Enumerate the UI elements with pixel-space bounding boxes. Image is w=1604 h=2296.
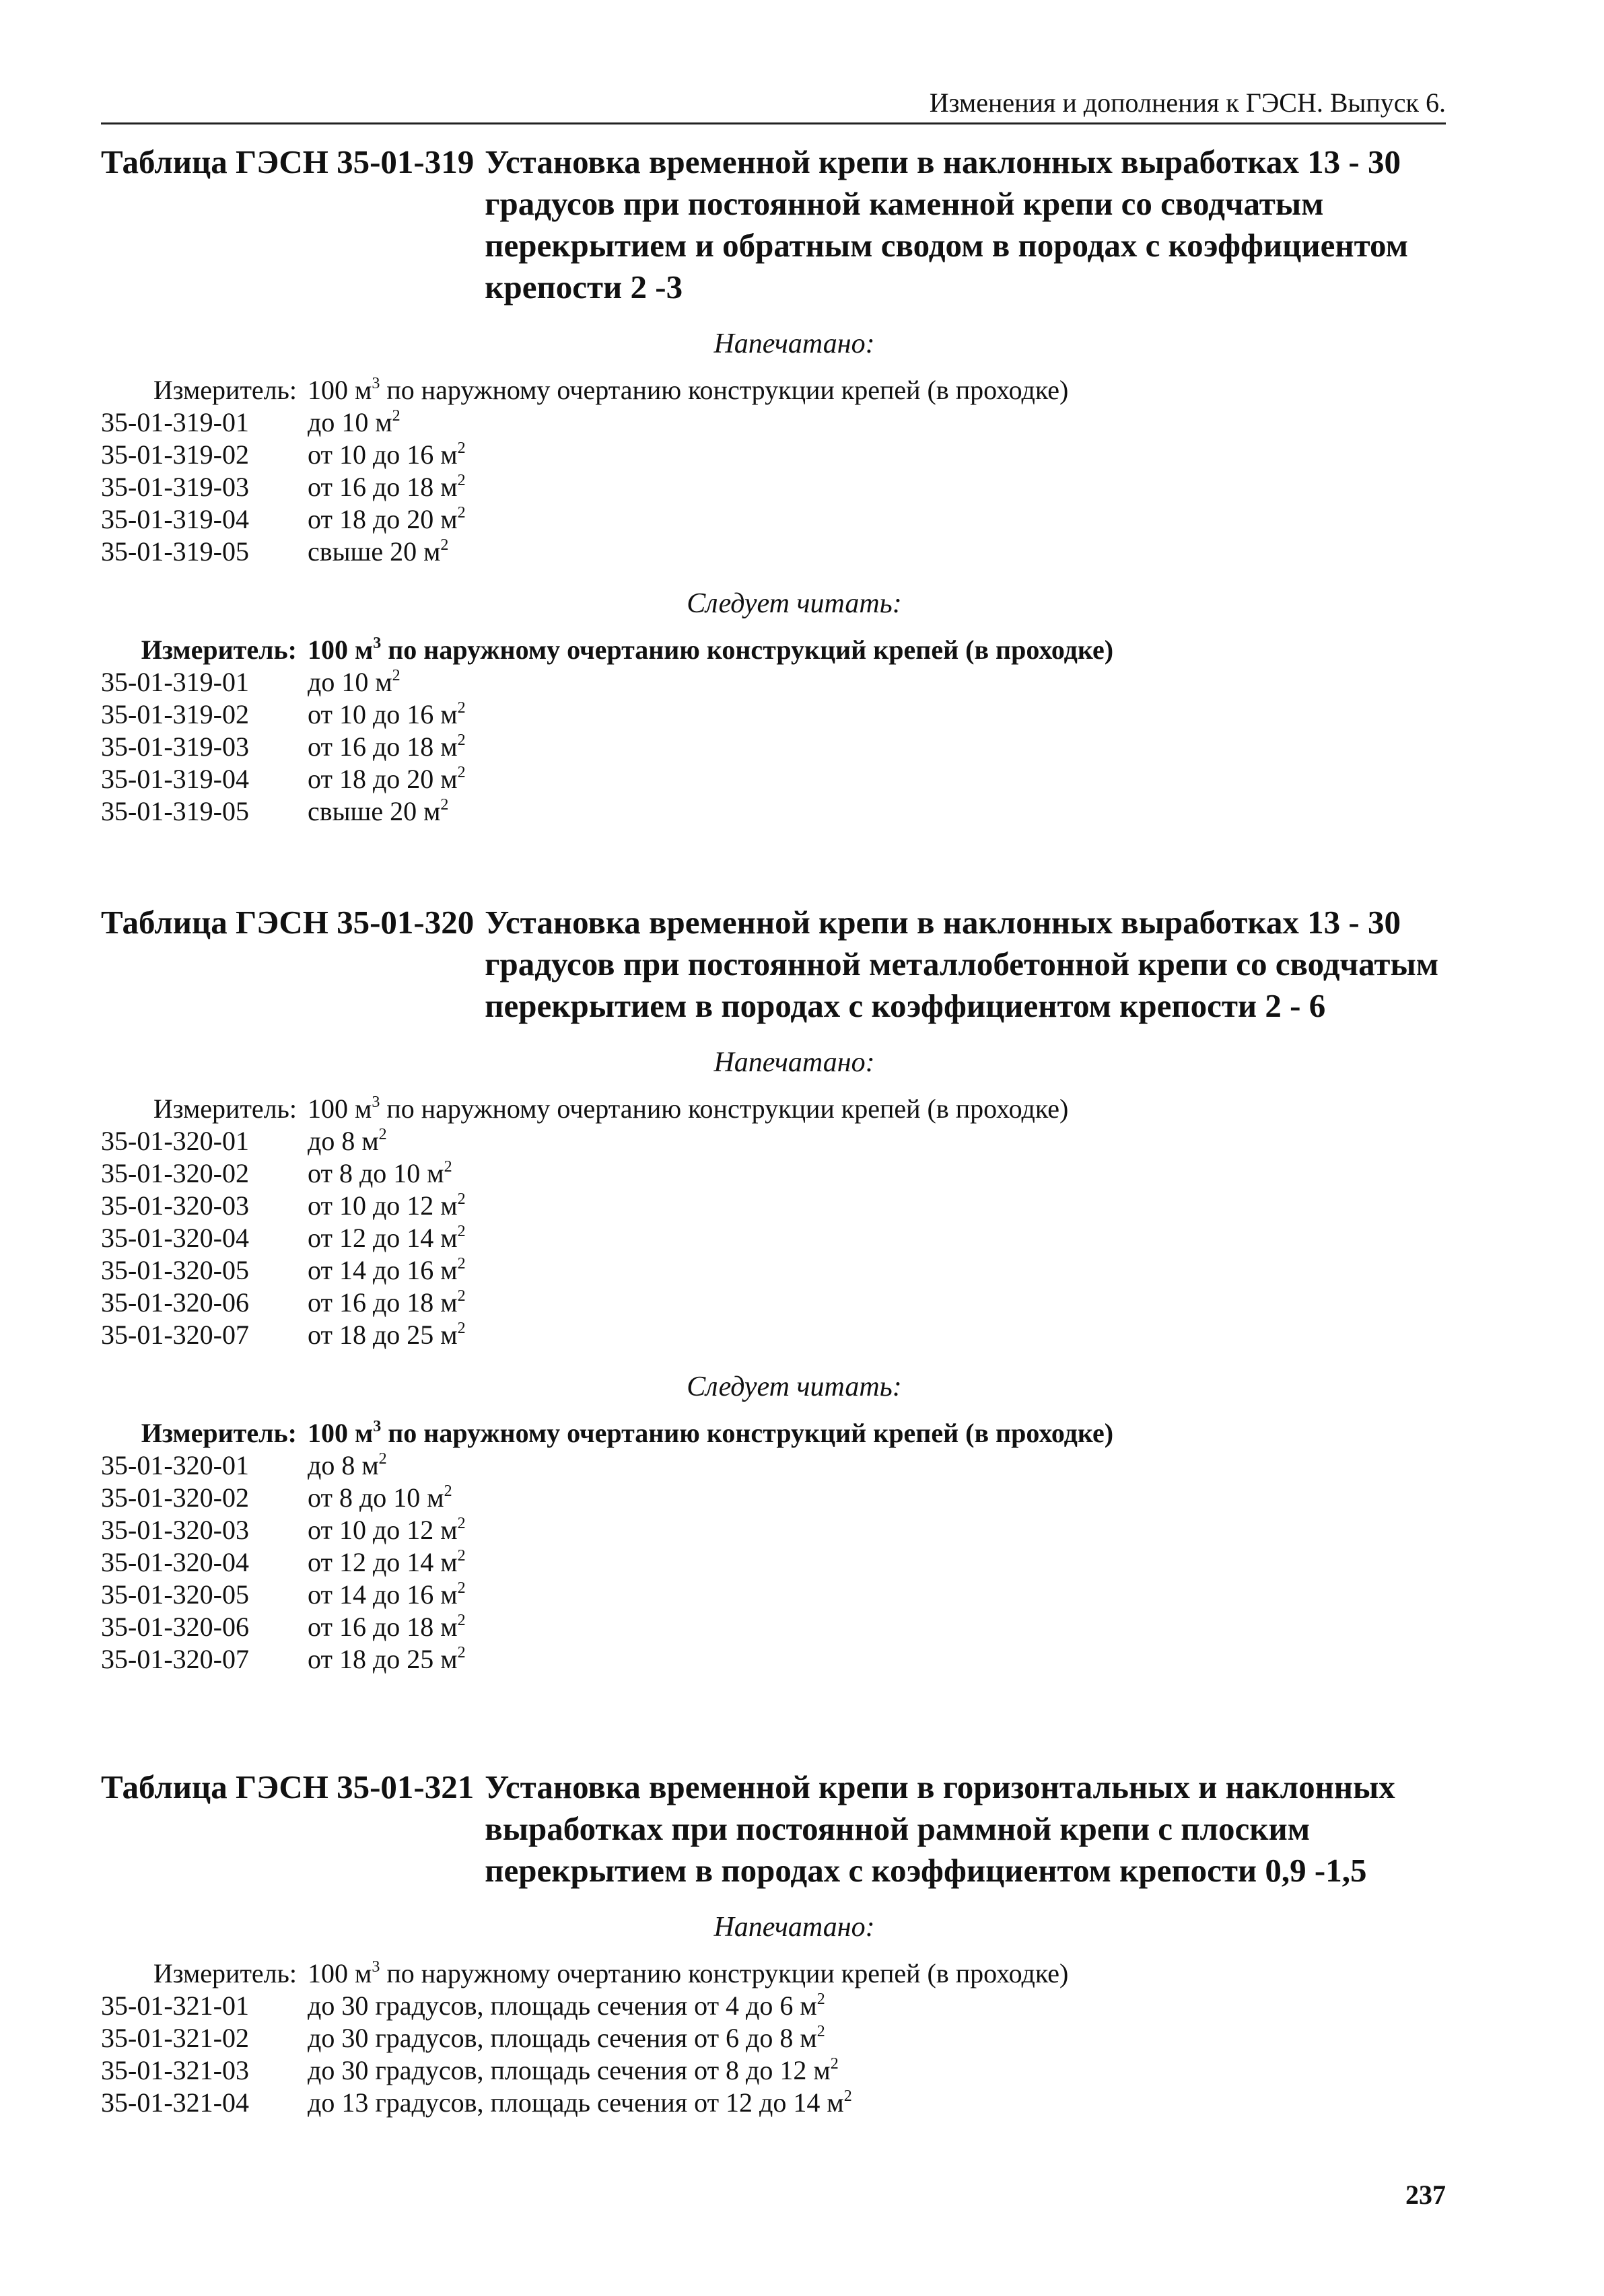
- measure-row: [101, 1093, 1447, 1125]
- list-item: 35-01-319-03 от 16 до 18 $м^2$: [101, 731, 466, 762]
- read-rows: [101, 666, 1447, 828]
- list-item: 35-01-320-06 от 16 до 18 $м^2$: [101, 1287, 466, 1318]
- table-heading: [101, 902, 1447, 1027]
- list-item: 35-01-320-05 от 14 до 16 $м^2$: [101, 1254, 466, 1285]
- measure-label: Измеритель:: [153, 375, 297, 405]
- measure-row: [101, 1417, 1447, 1449]
- measure-value: 100 $м^3$ по наружному очертанию конструкций крепей (в проходке): [308, 634, 1114, 665]
- list-item: 35-01-321-02 до 30 градусов, площадь сечения от 6 до 8 $м^2$: [101, 2022, 825, 2053]
- list-item: 35-01-320-03 от 10 до 12 $м^2$: [101, 1190, 466, 1221]
- list-item: 35-01-320-02 от 8 до 10 $м^2$: [101, 1157, 452, 1188]
- list-item: 35-01-319-04 от 18 до 20 $м^2$: [101, 763, 466, 794]
- list-item: 35-01-319-05 свыше 20 $м^2$: [101, 536, 449, 567]
- measure-row: [101, 374, 1447, 406]
- table-title: Установка временной крепи в наклонных выработках 13 - 30 градусов при постоянной металлобетонной крепи со сводчатым перекрытием в породах с коэффициентом крепости 2 - 6: [485, 904, 1439, 1024]
- list-item: 35-01-320-02 от 8 до 10 $м^2$: [101, 1482, 452, 1513]
- table-code: Таблица ГЭСН 35-01-320: [101, 904, 475, 941]
- list-item: 35-01-320-07 от 18 до 25 $м^2$: [101, 1643, 466, 1674]
- printed-block: [101, 1093, 1447, 1351]
- list-item: 35-01-320-06 от 16 до 18 $м^2$: [101, 1611, 466, 1642]
- table-title: Установка временной крепи в горизонтальных и наклонных выработках при постоянной раммной крепи с плоским перекрытием в породах с коэффициентом крепости 0,9 -1,5: [485, 1768, 1395, 1889]
- list-item: 35-01-320-01 до 8 $м^2$: [101, 1125, 387, 1156]
- measure-label: Измеритель:: [141, 1418, 297, 1448]
- list-item: 35-01-319-01 до 10 $м^2$: [101, 406, 400, 437]
- read-block: [101, 634, 1447, 666]
- list-item: 35-01-320-03 от 10 до 12 $м^2$: [101, 1514, 466, 1545]
- measure-label: Измеритель:: [141, 635, 297, 665]
- read-rows: [101, 1449, 1447, 1676]
- measure-value: 100 $м^3$ по наружному очертанию конструкции крепей (в проходке): [308, 1093, 1069, 1124]
- read-label: Следует читать:: [687, 588, 902, 619]
- table-code: Таблица ГЭСН 35-01-321: [101, 1768, 475, 1805]
- list-item: 35-01-319-02 от 10 до 16 $м^2$: [101, 439, 466, 470]
- list-item: 35-01-319-01 до 10 $м^2$: [101, 666, 400, 697]
- measure-row: [101, 634, 1447, 666]
- list-item: 35-01-319-02 от 10 до 16 $м^2$: [101, 698, 466, 729]
- table-title: Установка временной крепи в наклонных выработках 13 - 30 градусов при постоянной каменной крепи со сводчатым перекрытием и обратным сводом в породах с коэффициентом крепости 2 -3: [485, 143, 1408, 306]
- list-item: 35-01-320-05 от 14 до 16 $м^2$: [101, 1579, 466, 1610]
- read-block: [101, 1417, 1447, 1449]
- table-section-319: [101, 141, 1447, 828]
- list-item: 35-01-321-03 до 30 градусов, площадь сечения от 8 до 12 $м^2$: [101, 2054, 839, 2085]
- table-section-320: [101, 902, 1447, 1676]
- printed-label: Напечатано:: [713, 328, 875, 359]
- list-item: 35-01-319-05 свыше 20 $м^2$: [101, 795, 449, 826]
- printed-block: [101, 374, 1447, 568]
- read-label: Следует читать:: [687, 1371, 902, 1402]
- page-number: 237: [1405, 2180, 1446, 2210]
- measure-value: 100 $м^3$ по наружному очертанию конструкций крепей (в проходке): [308, 1417, 1114, 1448]
- list-item: 35-01-319-03 от 16 до 18 $м^2$: [101, 471, 466, 502]
- table-code: Таблица ГЭСН 35-01-319: [101, 143, 475, 180]
- printed-label: Напечатано:: [713, 1047, 875, 1078]
- measure-label: Измеритель:: [153, 1093, 297, 1124]
- list-item: 35-01-320-04 от 12 до 14 $м^2$: [101, 1546, 466, 1577]
- printed-block: [101, 1958, 1447, 2119]
- measure-value: 100 $м^3$ по наружному очертанию конструкции крепей (в проходке): [308, 374, 1069, 405]
- list-item: 35-01-319-04 от 18 до 20 $м^2$: [101, 503, 466, 534]
- measure-value: 100 $м^3$ по наружному очертанию конструкции крепей (в проходке): [308, 1958, 1069, 1988]
- list-item: 35-01-320-04 от 12 до 14 $м^2$: [101, 1222, 466, 1253]
- list-item: 35-01-321-01 до 30 градусов, площадь сечения от 4 до 6 $м^2$: [101, 1990, 825, 2021]
- table-heading: [101, 141, 1447, 308]
- running-header: Изменения и дополнения к ГЭСН. Выпуск 6.: [101, 86, 1446, 124]
- list-item: 35-01-321-04 до 13 градусов, площадь сечения от 12 до 14 $м^2$: [101, 2087, 852, 2118]
- table-heading: [101, 1766, 1447, 1892]
- printed-label: Напечатано:: [713, 1912, 875, 1943]
- measure-row: [101, 1958, 1447, 1990]
- list-item: 35-01-320-01 до 8 $м^2$: [101, 1449, 387, 1480]
- list-item: 35-01-320-07 от 18 до 25 $м^2$: [101, 1319, 466, 1350]
- measure-label: Измеритель:: [153, 1958, 297, 1988]
- table-section-321: [101, 1766, 1447, 2119]
